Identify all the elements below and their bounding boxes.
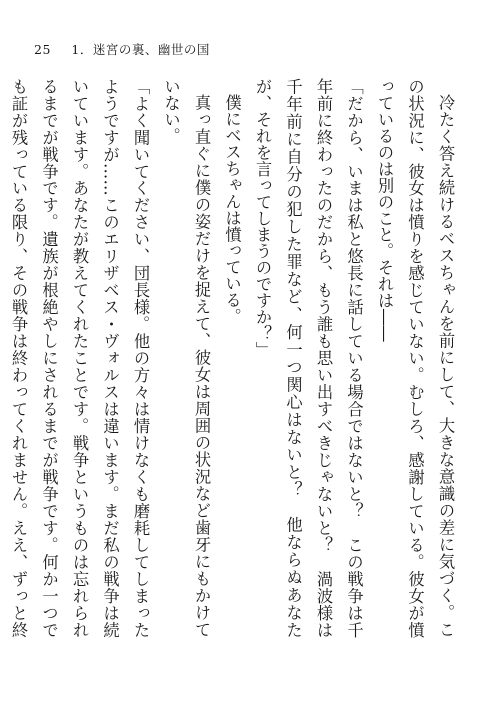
paragraph-narration: 冷たく答え続けるベスちゃんを前にして、大きな意識の差に気づく。この状況に、彼女は憤りを感じていない。むしろ、感謝している。彼女が憤っているのは別のこと。それは―― — [375, 78, 455, 638]
paragraph-narration: 僕にベスちゃんは憤っている。 — [222, 94, 242, 326]
chapter-title: 1．迷宮の裏、幽世の国 — [71, 42, 210, 57]
paragraph-narration: 真っ直ぐに僕の姿だけを捉えて、彼女は周囲の状況など歯牙にもかけていない。 — [161, 78, 211, 638]
vertical-body-text — [9, 78, 460, 638]
page-number: 25 — [34, 42, 51, 57]
page-header — [34, 40, 210, 58]
paragraph-dialogue: 「だから、いまは私と悠長に話している場合ではないと？ この戦争は千年前に終わったのだから、もう誰も思い出すべきじゃないと？ 渦波様は千年前に自分の犯した罪など、何一つ関心はないと？ 他ならぬあなたが、それを言ってしまうのですか？」 — [253, 78, 364, 638]
paragraph-dialogue: 「よく聞いてください、団長様。他の方々は情けなくも磨耗してしまったようですが……このエリザベス・ヴォルスは違います。まだ私の戦争は続いています。あなたが教えてくれたことです。戦争というものは忘れられるまでが戦争です。遺族が根絶やしにされるまでが戦争です。何か一つでも証が残っている限り、その戦争は終わってくれません。ええ、ずっと終 — [9, 78, 150, 638]
